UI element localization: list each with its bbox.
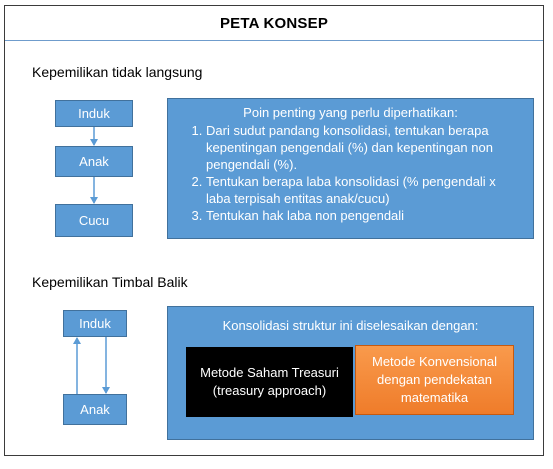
node-anak-reciprocal: Anak bbox=[63, 394, 127, 425]
key-point-item: 2. Tentukan berapa laba konsolidasi (% pengendali x laba terpisah entitas anak/cucu) bbox=[206, 173, 523, 207]
node-cucu-indirect: Cucu bbox=[55, 204, 133, 237]
treasury-method-line: Metode Saham Treasuri bbox=[200, 365, 339, 380]
key-point-item: 1. Dari sudut pandang konsolidasi, tentukan berapa kepentingan pengendali (%) dan kepentingan non pengendali (%). bbox=[206, 122, 523, 173]
consolidation-title: Konsolidasi struktur ini diselesaikan dengan: bbox=[222, 318, 479, 333]
conventional-method-line: matematika bbox=[400, 390, 469, 405]
section2-heading: Kepemilikan Timbal Balik bbox=[32, 274, 188, 290]
treasury-method-line: (treasury approach) bbox=[212, 383, 327, 398]
key-point-item: 3. Tentukan hak laba non pengendali bbox=[206, 207, 523, 224]
node-anak-indirect: Anak bbox=[55, 146, 133, 177]
section1-heading: Kepemilikan tidak langsung bbox=[32, 64, 203, 80]
node-induk-indirect: Induk bbox=[55, 100, 133, 127]
conventional-method-line: Metode Konvensional bbox=[371, 354, 498, 369]
key-points-title: Poin penting yang perlu diperhatikan: bbox=[243, 105, 458, 120]
page-title: PETA KONSEP bbox=[5, 6, 543, 41]
conventional-method-line: dengan pendekatan bbox=[377, 372, 492, 387]
node-induk-reciprocal: Induk bbox=[63, 310, 127, 337]
